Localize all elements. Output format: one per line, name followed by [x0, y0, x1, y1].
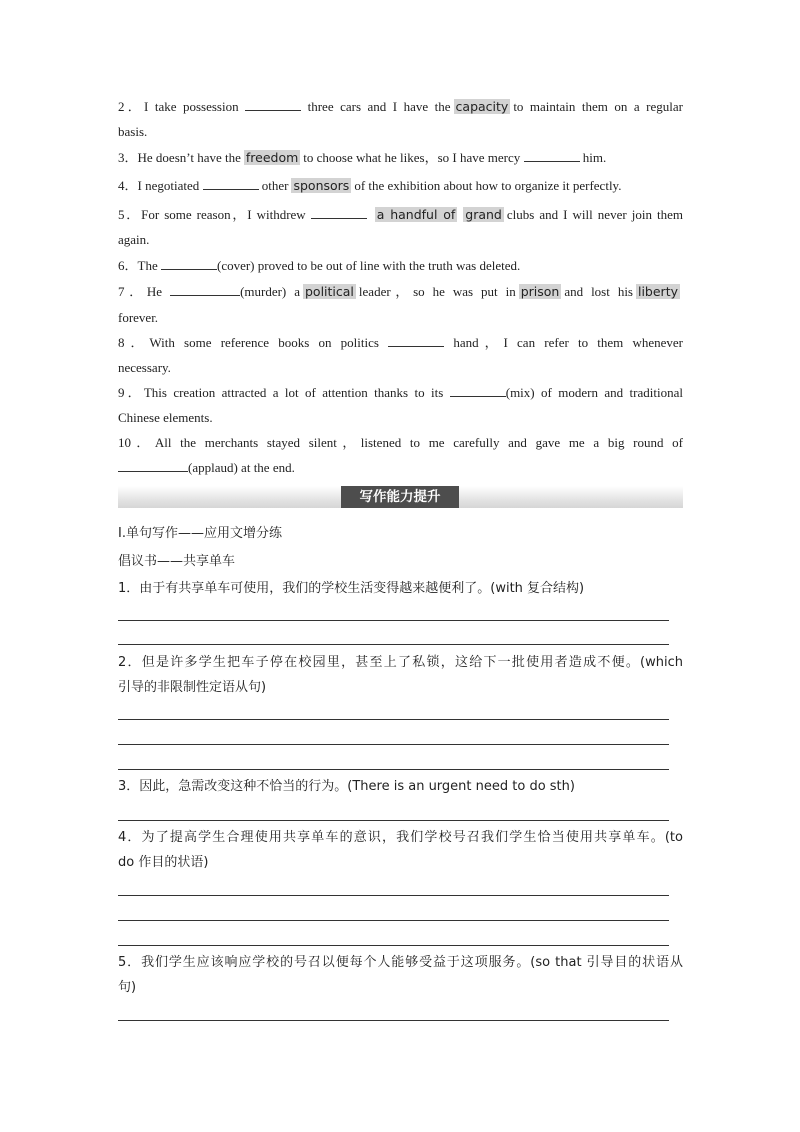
item-text: clubs and I will never join them [506, 207, 683, 222]
highlighted-word: capacity [455, 99, 509, 114]
item-number: 7． [118, 284, 147, 299]
writing-item-5-continuation: 句) [118, 980, 137, 995]
answer-blank[interactable] [245, 98, 301, 111]
item-text: This creation attracted a lot of attention thanks to its [143, 385, 444, 400]
subsection-heading: Ⅰ.单句写作——应用文增分练 [118, 526, 282, 541]
item-text: He [146, 284, 163, 299]
exercise-item-8 [118, 334, 683, 352]
answer-blank[interactable] [388, 334, 444, 347]
item-number: 10． [118, 435, 155, 450]
highlighted-word: grand [465, 207, 502, 222]
exercise-item-5-continuation: again. [118, 232, 150, 247]
item-text: to maintain them on a regular [513, 99, 683, 114]
item-text: The [137, 258, 158, 273]
answer-line[interactable] [118, 895, 669, 896]
answer-line[interactable] [118, 620, 669, 621]
item-text: All the merchants stayed silent，listened to me carefully and gave me a big round of [154, 435, 683, 450]
answer-line[interactable] [118, 744, 669, 745]
section-title: 写作能力提升 [341, 486, 459, 508]
exercise-item-9-continuation: Chinese elements. [118, 410, 213, 425]
writing-item-1: 1．由于有共享单车可使用，我们的学校生活变得越来越便利了。(with 复合结构) [118, 581, 585, 596]
item-number: 3． [118, 150, 138, 165]
item-text: leader，so he was put in [358, 284, 516, 299]
highlighted-word: liberty [637, 284, 678, 299]
writing-item-5: 5．我们学生应该响应学校的号召以便每个人能够受益于这项服务。(so that 引导目的状语从 [118, 955, 683, 970]
highlighted-word: political [305, 284, 354, 299]
highlighted-word: freedom [245, 150, 299, 165]
answer-blank[interactable] [524, 149, 580, 162]
exercise-item-6 [118, 257, 683, 275]
writing-item-4: 4．为了提高学生合理使用共享单车的意识，我们学校号召我们学生恰当使用共享单车。(to [118, 830, 683, 845]
answer-line[interactable] [118, 1020, 669, 1021]
item-number: 8． [118, 335, 150, 350]
item-text: hand，I can refer to them whenever [453, 335, 684, 350]
answer-blank[interactable] [203, 177, 259, 190]
item-text: to choose what he likes，so I have mercy [303, 150, 521, 165]
answer-line[interactable] [118, 719, 669, 720]
item-text: I take possession [144, 99, 239, 114]
item-text: and lost his [564, 284, 633, 299]
exercise-item-10-continuation [118, 459, 683, 477]
exercise-item-2-continuation: basis. [118, 124, 148, 139]
item-number: 9． [118, 385, 144, 400]
item-text: (applaud) at the end. [188, 460, 295, 475]
writing-item-2-continuation: 引导的非限制性定语从句) [118, 680, 267, 695]
writing-item-2: 2．但是许多学生把车子停在校园里，甚至上了私锁，这给下一批使用者造成不便。(which [118, 655, 683, 670]
answer-blank[interactable] [161, 257, 217, 270]
item-text: three cars and I have the [307, 99, 451, 114]
answer-blank[interactable] [170, 283, 240, 296]
answer-line[interactable] [118, 820, 669, 821]
answer-blank[interactable] [311, 206, 367, 219]
item-text: For some reason，I withdrew [141, 207, 306, 222]
highlighted-word: prison [520, 284, 560, 299]
item-text: (mix) of modern and traditional [505, 385, 683, 400]
item-number: 4． [118, 178, 138, 193]
item-text: him. [582, 150, 607, 165]
item-text: I negotiated [137, 178, 200, 193]
writing-item-4-continuation: do 作目的状语) [118, 855, 209, 870]
item-number: 5． [118, 207, 142, 222]
item-text: With some reference books on politics [149, 335, 379, 350]
writing-item-3: 3．因此，急需改变这种不恰当的行为。(There is an urgent need to do sth) [118, 779, 575, 794]
exercise-item-5 [118, 206, 683, 224]
answer-blank[interactable] [118, 459, 188, 472]
answer-line[interactable] [118, 920, 669, 921]
exercise-item-2 [118, 98, 683, 116]
exercise-item-7 [118, 283, 683, 301]
answer-blank[interactable] [450, 384, 506, 397]
answer-line[interactable] [118, 644, 669, 645]
item-number: 6． [118, 258, 138, 273]
item-number: 2． [118, 99, 144, 114]
item-text: (murder) a [240, 284, 300, 299]
exercise-item-9 [118, 384, 683, 402]
highlighted-word: a handful of [376, 207, 456, 222]
exercise-item-8-continuation: necessary. [118, 360, 171, 375]
item-text: other [261, 178, 289, 193]
exercise-item-10 [118, 434, 683, 452]
exercise-item-4 [118, 177, 683, 195]
item-text: of the exhibition about how to organize it perfectly. [354, 178, 622, 193]
item-text: (cover) proved to be out of line with the truth was deleted. [216, 258, 521, 273]
answer-line[interactable] [118, 945, 669, 946]
item-text: He doesn’t have the [137, 150, 241, 165]
topic-heading: 倡议书——共享单车 [118, 554, 236, 569]
answer-line[interactable] [118, 769, 669, 770]
exercise-item-7-continuation: forever. [118, 310, 159, 325]
exercise-item-3 [118, 149, 683, 167]
highlighted-word: sponsors [293, 178, 350, 193]
